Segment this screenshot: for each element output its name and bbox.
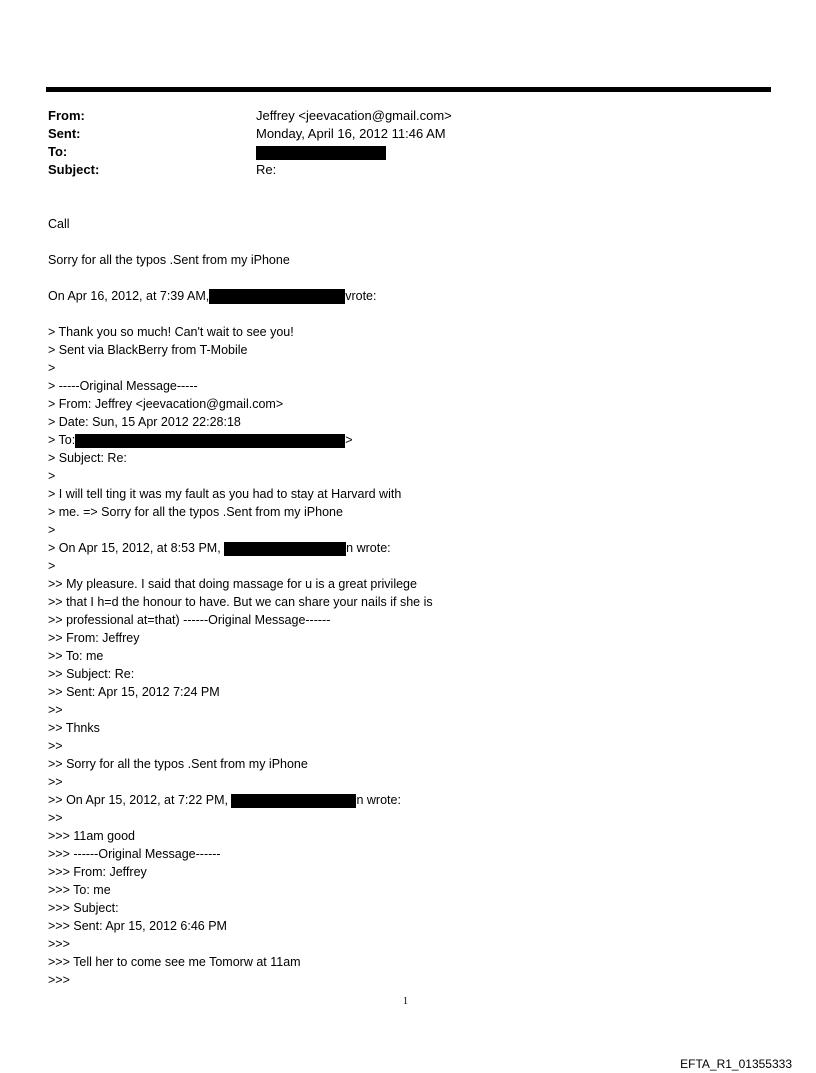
body-line: >> From: Jeffrey <box>48 631 140 645</box>
body-line: > <box>48 523 56 537</box>
header-rule <box>46 87 771 92</box>
body-text: > To: <box>48 433 76 447</box>
body-line: > Sent via BlackBerry from T-Mobile <box>48 343 248 357</box>
body-text: On Apr 16, 2012, at 7:39 AM, <box>48 289 210 303</box>
body-line: >>> To: me <box>48 883 111 897</box>
body-text: > On Apr 15, 2012, at 8:53 PM, <box>48 541 221 555</box>
body-line: >>> Subject: <box>48 901 119 915</box>
body-text: > <box>345 433 353 447</box>
body-line: > <box>48 559 56 573</box>
body-line <box>48 539 391 557</box>
body-line: >> <box>48 703 63 717</box>
body-line: >> <box>48 739 63 753</box>
redaction-block <box>231 794 356 808</box>
body-line: Call <box>48 217 70 231</box>
redaction-block <box>75 434 345 448</box>
sent-label: Sent: <box>48 126 81 141</box>
body-line: >> that I h=d the honour to have. But we can share your nails if she is <box>48 595 433 609</box>
body-line: > me. => Sorry for all the typos .Sent from my iPhone <box>48 505 343 519</box>
body-line: > I will tell ting it was my fault as you had to stay at Harvard with <box>48 487 402 501</box>
body-line: >>> From: Jeffrey <box>48 865 147 879</box>
body-line: >> My pleasure. I said that doing massage for u is a great privilege <box>48 577 417 591</box>
body-line <box>48 287 376 305</box>
body-line: >>> ------Original Message------ <box>48 847 221 861</box>
body-line: > Thank you so much! Can't wait to see you! <box>48 325 294 339</box>
sent-value: Monday, April 16, 2012 11:46 AM <box>256 126 446 141</box>
body-line: >>> 11am good <box>48 829 135 843</box>
redaction-block <box>224 542 346 556</box>
document-id: EFTA_R1_01355333 <box>680 1057 792 1071</box>
subject-value: Re: <box>256 162 277 177</box>
body-line <box>48 431 353 449</box>
body-line: > Subject: Re: <box>48 451 127 465</box>
body-line: >> <box>48 811 63 825</box>
body-line: >> To: me <box>48 649 104 663</box>
to-label: To: <box>48 144 68 159</box>
page-number: 1 <box>403 996 408 1007</box>
body-line <box>48 791 401 809</box>
body-line: Sorry for all the typos .Sent from my iPhone <box>48 253 290 267</box>
from-value: Jeffrey <jeevacation@gmail.com> <box>256 108 452 123</box>
body-text: vrote: <box>345 289 377 303</box>
body-line: > Date: Sun, 15 Apr 2012 22:28:18 <box>48 415 241 429</box>
body-line: >>> Sent: Apr 15, 2012 6:46 PM <box>48 919 227 933</box>
body-line: >> Sent: Apr 15, 2012 7:24 PM <box>48 685 220 699</box>
body-line: > -----Original Message----- <box>48 379 198 393</box>
subject-label: Subject: <box>48 162 100 177</box>
body-line: > <box>48 469 56 483</box>
body-line: >> Sorry for all the typos .Sent from my iPhone <box>48 757 308 771</box>
body-text: n wrote: <box>356 793 401 807</box>
body-line: >> <box>48 775 63 789</box>
body-line: >> Thnks <box>48 721 100 735</box>
body-line: >> professional at=that) ------Original Message------ <box>48 613 331 627</box>
to-value <box>256 143 386 161</box>
body-line: >>> Tell her to come see me Tomorw at 11am <box>48 955 301 969</box>
redaction-block <box>209 289 345 304</box>
body-text: n wrote: <box>346 541 391 555</box>
redaction-block <box>256 146 386 160</box>
body-line: > <box>48 361 56 375</box>
body-line: >> Subject: Re: <box>48 667 135 681</box>
body-line: >>> <box>48 937 70 951</box>
body-line: > From: Jeffrey <jeevacation@gmail.com> <box>48 397 284 411</box>
body-line: >>> <box>48 973 70 987</box>
from-label: From: <box>48 108 85 123</box>
body-text: >> On Apr 15, 2012, at 7:22 PM, <box>48 793 228 807</box>
